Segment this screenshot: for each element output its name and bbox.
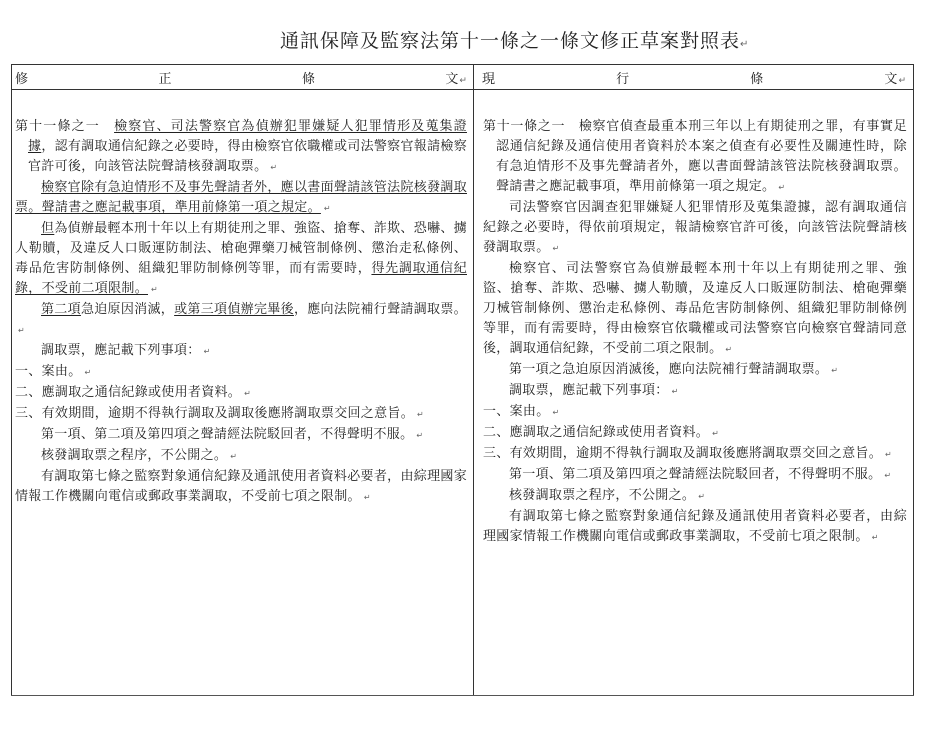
article-text: 二、應調取之通信紀錄或使用者資料。 — [15, 385, 242, 400]
amended-text-underlined: 檢察官除有急迫情形不及事先聲請者外，應以書面聲請該管法院核發調取票。聲請書之應記載事項，準用前條第一項之規定。 — [15, 180, 467, 215]
article-paragraph — [483, 486, 907, 507]
article-paragraph — [483, 423, 907, 444]
article-paragraph — [15, 467, 467, 508]
article-text: ，應向法院補行聲請調取票。 — [293, 302, 467, 317]
paragraph-mark-icon: ↵ — [898, 75, 906, 86]
article-text: 檢察官、司法警察官為偵辦最輕本刑十年以上有期徒刑之罪、強盜、搶奪、詐欺、恐嚇、擄人勒贖，及違反人口販運防制法、槍砲彈藥刀械管制條例、懲治走私條例、毒品危害防制條例、組織犯罪防制條例等罪，而有需要時，得由檢察官依職權或司法警察官向檢察官聲請同意後，調取通信紀錄，不受前二項之限制。 — [483, 261, 907, 356]
paragraph-mark-icon: ↵ — [230, 452, 238, 461]
header-char-last — [445, 68, 467, 87]
paragraph-mark-icon: ↵ — [740, 39, 750, 50]
article-text: 第一項、第二項及第四項之聲請經法院駁回者，不得聲明不服。 — [509, 467, 882, 482]
amended-text-underlined: 或第三項偵辦完畢後 — [174, 302, 294, 317]
article-paragraph — [483, 465, 907, 486]
paragraph-mark-icon: ↵ — [18, 326, 26, 335]
paragraph-mark-icon: ↵ — [884, 471, 892, 480]
paragraph-mark-icon: ↵ — [363, 493, 371, 502]
header-char: 正 — [158, 71, 172, 87]
article-paragraph — [483, 360, 907, 381]
article-paragraph — [15, 404, 467, 425]
paragraph-mark-icon: ↵ — [84, 368, 92, 377]
header-char: 修 — [15, 71, 29, 87]
article-paragraph — [15, 300, 467, 341]
article-text: 有調取第七條之監察對象通信紀錄及通訊使用者資料必要者，由綜理國家情報工作機關向電信或郵政事業調取，不受前七項之限制。 — [483, 509, 907, 544]
amended-article-column — [15, 117, 467, 508]
article-text: 一、案由。 — [15, 364, 82, 379]
article-text: 調取票，應記載下列事項： — [509, 383, 669, 398]
paragraph-mark-icon: ↵ — [151, 285, 159, 294]
article-paragraph — [15, 117, 467, 178]
article-text: 為偵辦最輕本刑十年以上有期徒刑之罪、強盜、搶奪、詐欺、恐嚇、擄人勒贖，及違反人口販運防制法、槍砲彈藥刀械管制條例、懲治走私條例、毒品危害防制條例、組織犯罪防制條例等罪，而有需要時， — [15, 221, 467, 276]
document-title-text: 通訊保障及監察法第十一條之一條文修正草案對照表 — [280, 30, 741, 52]
paragraph-mark-icon: ↵ — [203, 347, 211, 356]
header-char: 文 — [884, 71, 898, 87]
paragraph-mark-icon: ↵ — [552, 244, 560, 253]
header-char-last — [884, 68, 906, 87]
article-paragraph — [483, 402, 907, 423]
article-paragraph — [483, 198, 907, 259]
article-text: 急迫原因消滅， — [80, 302, 175, 317]
table-border-right — [913, 65, 914, 695]
article-paragraph — [15, 383, 467, 404]
article-paragraph — [483, 381, 907, 402]
paragraph-mark-icon: ↵ — [871, 533, 879, 542]
article-paragraph — [15, 178, 467, 219]
amended-text-underlined: 得先調取通信紀錄，不受前二項限制。 — [15, 261, 467, 296]
article-text: 一、案由。 — [483, 404, 550, 419]
document-title — [280, 26, 749, 53]
article-text: 核發調取票之程序，不公開之。 — [509, 488, 696, 503]
paragraph-mark-icon: ↵ — [885, 450, 893, 459]
table-border-left — [11, 65, 12, 695]
article-text: 第十一條之一 檢察官偵查最重本刑三年以上有期徒刑之罪，有事實足認通信紀錄及通信使用者資料於本案之偵查有必要性及關連性時，除有急迫情形不及事先聲請者外，應以書面聲請該管法院核發調取票。聲請書之應記載事項，準用前條第一項之規定。 — [483, 119, 907, 194]
table-column-divider — [473, 65, 474, 695]
header-char: 條 — [301, 71, 315, 87]
amended-text-underlined: 檢察官、司法警察官為偵辦犯罪嫌疑人犯罪情形及蒐集證據 — [28, 119, 467, 154]
header-amended-article — [15, 68, 467, 86]
article-text: 司法警察官因調查犯罪嫌疑人犯罪情形及蒐集證據，認有調取通信紀錄之必要時，得依前項規定，報請檢察官許可後，向該管法院聲請核發調取票。 — [483, 200, 907, 255]
paragraph-mark-icon: ↵ — [270, 163, 278, 172]
current-article-column — [483, 117, 907, 548]
article-paragraph — [15, 341, 467, 362]
amended-text-underlined: 第二項 — [41, 302, 81, 317]
article-paragraph — [15, 219, 467, 300]
paragraph-mark-icon: ↵ — [778, 183, 786, 192]
article-paragraph — [15, 446, 467, 467]
article-text: ，認有調取通信紀錄之必要時，得由檢察官依職權或司法警察官報請檢察官許可後，向該管法院聲請核發調取票。 — [28, 139, 467, 174]
paragraph-mark-icon: ↵ — [712, 429, 720, 438]
article-text: 調取票，應記載下列事項： — [41, 343, 201, 358]
header-char: 條 — [750, 71, 764, 87]
paragraph-mark-icon: ↵ — [416, 431, 424, 440]
amended-text-underlined: 但 — [41, 221, 55, 236]
article-text: 二、應調取之通信紀錄或使用者資料。 — [483, 425, 710, 440]
paragraph-mark-icon: ↵ — [244, 389, 252, 398]
paragraph-mark-icon: ↵ — [671, 387, 679, 396]
paragraph-mark-icon: ↵ — [417, 410, 425, 419]
article-text: 第一項之急迫原因消滅後，應向法院補行聲請調取票。 — [509, 362, 829, 377]
table-header-divider — [11, 89, 914, 90]
paragraph-mark-icon: ↵ — [552, 408, 560, 417]
header-char: 行 — [616, 71, 630, 87]
paragraph-mark-icon: ↵ — [698, 492, 706, 501]
article-text: 三、有效期間，逾期不得執行調取及調取後應將調取票交回之意旨。 — [15, 406, 415, 421]
comparison-table — [11, 64, 914, 696]
header-current-article — [482, 68, 906, 86]
paragraph-mark-icon: ↵ — [323, 204, 331, 213]
article-paragraph — [483, 259, 907, 360]
article-text: 第十一條之一 — [15, 119, 115, 134]
article-paragraph — [483, 117, 907, 198]
header-char: 文 — [445, 71, 459, 87]
article-paragraph — [483, 444, 907, 465]
article-paragraph — [15, 425, 467, 446]
article-text: 有調取第七條之監察對象通信紀錄及通訊使用者資料必要者，由綜理國家情報工作機關向電信或郵政事業調取，不受前七項之限制。 — [15, 469, 467, 504]
paragraph-mark-icon: ↵ — [459, 75, 467, 86]
article-paragraph — [15, 362, 467, 383]
article-text: 核發調取票之程序，不公開之。 — [41, 448, 228, 463]
article-paragraph — [483, 507, 907, 548]
article-text: 三、有效期間，逾期不得執行調取及調取後應將調取票交回之意旨。 — [483, 446, 883, 461]
paragraph-mark-icon: ↵ — [725, 345, 733, 354]
header-char: 現 — [482, 71, 496, 87]
article-text: 第一項、第二項及第四項之聲請經法院駁回者，不得聲明不服。 — [41, 427, 414, 442]
paragraph-mark-icon: ↵ — [831, 366, 839, 375]
